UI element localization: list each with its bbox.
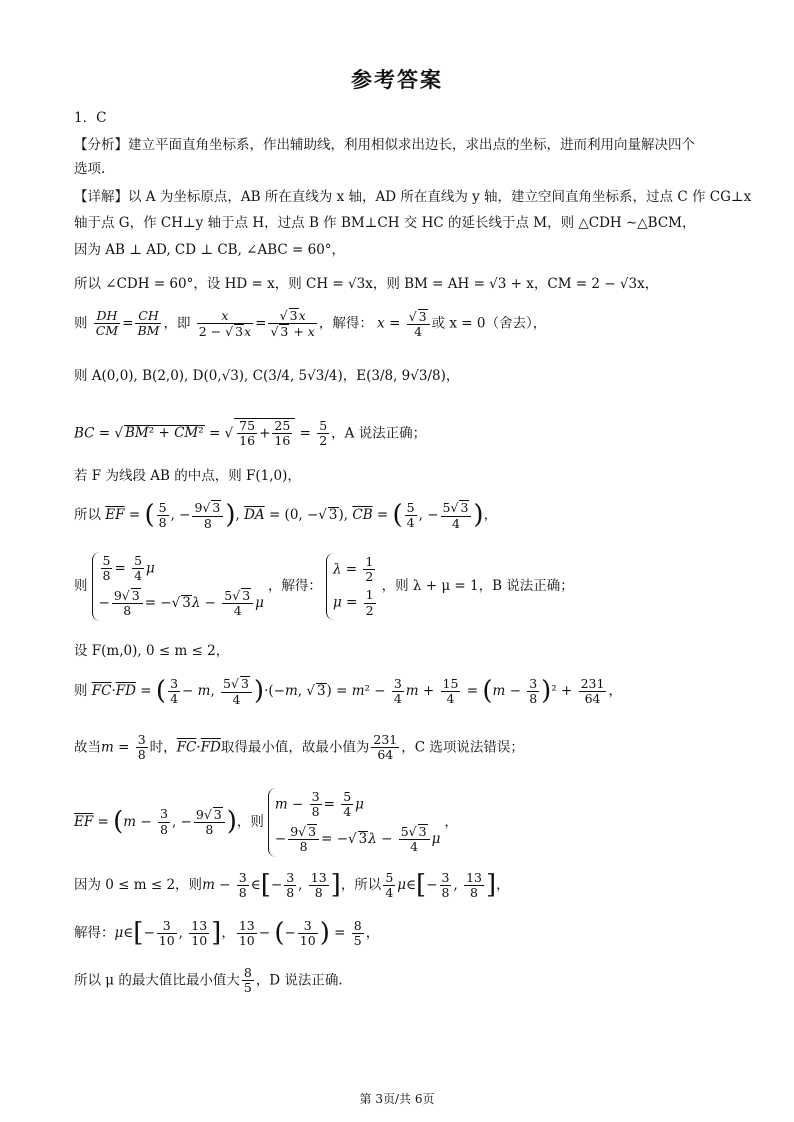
fraction-ch-bm: $\frac{CH}{BM}$ [137,308,160,339]
dot-product-line: 则 $\overline{FC}\cdot\overline{FD}$ = ( $\frac{3}{4}$ − m, $\frac{5√ 3}{4}$ )·(−m, √ 3) = m² − $\frac{3}{4}$ m + $\frac{15}{4}$ = (m − $\frac{3}{8}$ )² + $\frac{231}{64}$ ， [74,675,622,707]
minimum-line: 故当m = $\frac{3}{8}$ 时，$\overline{FC}\cdot\overline{FD}$取得最小值，故最小值为 $\frac{231}{64}$ ，C 选项说法错误； [74,732,524,763]
f-midpoint-line: 若 F 为线段 AB 的中点，则 F(1,0)， [74,468,301,484]
analysis-text: 建立平面直角坐标系，作出辅助线，利用相似求出边长，求出点的坐标，进而利用向量解决四个 [128,137,695,153]
analysis-label: 【分析】 [74,137,128,153]
vectors-line: 所以 $\overline{EF}$ = ( $\frac{5}{8}$ , − $\frac{9√ 3}{8}$ ), $\overline{DA} = (0$, −√ 3), $\overline{CB}$ = ( $\frac{5}{4}$ , − $\frac{5√ 3}{4}$ )， [74,499,498,531]
question-number: 1．C [74,110,107,126]
system-2: m − $\frac{3}{8}$ = $\frac{5}{4}$ μ − $\frac{9√ 3}{8}$ = −√ 3λ − $\frac{5√ 3}{4}$ μ [268,788,440,857]
fraction-root3x: $\frac{√ 3x}{√ 3 + x}$ [270,308,315,340]
bc-line: BC = √ BM² + CM² = √ $\frac{75}{16}$ + $\frac{25}{16}$ = $\frac{5}{2}$ ，A 说法正确； [74,418,427,449]
system-1-left: $\frac{5}{8}$ = $\frac{5}{4}$ μ − $\frac{9√ 3}{8}$ = −√ 3λ − $\frac{5√ 3}{4}$ μ [92,552,264,621]
fraction-dh-cm: $\frac{DH}{CM}$ [95,308,119,339]
system-1-solution: λ = $\frac{1}{2}$ μ = $\frac{1}{2}$ [326,553,378,621]
analysis-line-2: 选项. [74,161,106,177]
set-f-line: 设 F(m,0), 0 ≤ m ≤ 2， [74,643,230,659]
analysis-line-1 [74,137,695,153]
so-line: 所以 ∠CDH = 60°，设 HD = x，则 CH = √3x，则 BM = AH = √3 + x，CM = 2 − √3x， [74,276,659,292]
because-line: 因为 AB ⊥ AD, CD ⊥ CB, ∠ABC = 60°， [74,242,346,258]
fraction-root3-over-4: $\frac{√ 3}{4}$ [407,309,430,340]
ratio-line: 则 $\frac{DH}{CM}$ = $\frac{CH}{BM}$ ，即 $\frac{x}{2 - √ 3x}$ = $\frac{√ 3x}{√ 3 + x}$ ，解得： x = $\frac{√ 3}{4}$ 或 x = 0（舍去）， [74,307,547,340]
page-title: 参考答案 [351,68,443,92]
coords-line: 则 A(0,0), B(2,0), D(0,√3), C(3/4, 5√3/4)，E(3/8, 9√3/8)， [74,368,460,384]
detail-label: 【详解】 [74,189,128,205]
detail-text: 以 A 为坐标原点，AB 所在直线为 x 轴，AD 所在直线为 y 轴，建立空间直角坐标系，过点 C 作 CG⊥x [128,189,752,205]
final-line: 所以 μ 的最大值比最小值大 $\frac{8}{5}$ ，D 说法正确. [74,965,343,996]
fraction-x: $\frac{x}{2 - √ 3x}$ [198,307,252,339]
because-2-line: 因为 0 ≤ m ≤ 2，则m − $\frac{3}{8}$ ∈[− $\frac{3}{8}$ , $\frac{13}{8}$ ]，所以 $\frac{5}{4}$ μ∈[− $\frac{3}{8}$ , $\frac{13}{8}$ ]， [74,869,510,901]
solve-line: 解得：μ∈[− $\frac{3}{10}$ , $\frac{13}{10}$ ]， $\frac{13}{10}$ − (− $\frac{3}{10}$ ) = $\frac{8}{5}$ ， [74,917,380,949]
system-1-line: 则 $\frac{5}{8}$ = $\frac{5}{4}$ μ − $\frac{9√ 3}{8}$ = −√ 3λ − $\frac{5√ 3}{4}$ μ ，解得： λ = $\frac{1}{2}$ μ = $\frac{1}{2}$ ，则 λ + μ = 1，B 说法正确； [74,552,574,621]
detail-line-2: 轴于点 G，作 CH⊥y 轴于点 H，过点 B 作 BM⊥CH 交 HC 的延长线于点 M，则 △CDH ∼△BCM， [74,215,696,231]
page-footer: 第 3页/共 6页 [359,1092,435,1106]
ef-system-line: $\overline{EF} = (m$ − $\frac{3}{8}$ , − $\frac{9√ 3}{8}$ )，则 m − $\frac{3}{8}$ = $\frac{5}{4}$ μ − $\frac{9√ 3}{8}$ = −√ 3λ − $\frac{5√ 3}{4}$ μ ， [74,788,458,857]
detail-line-1 [74,189,751,205]
